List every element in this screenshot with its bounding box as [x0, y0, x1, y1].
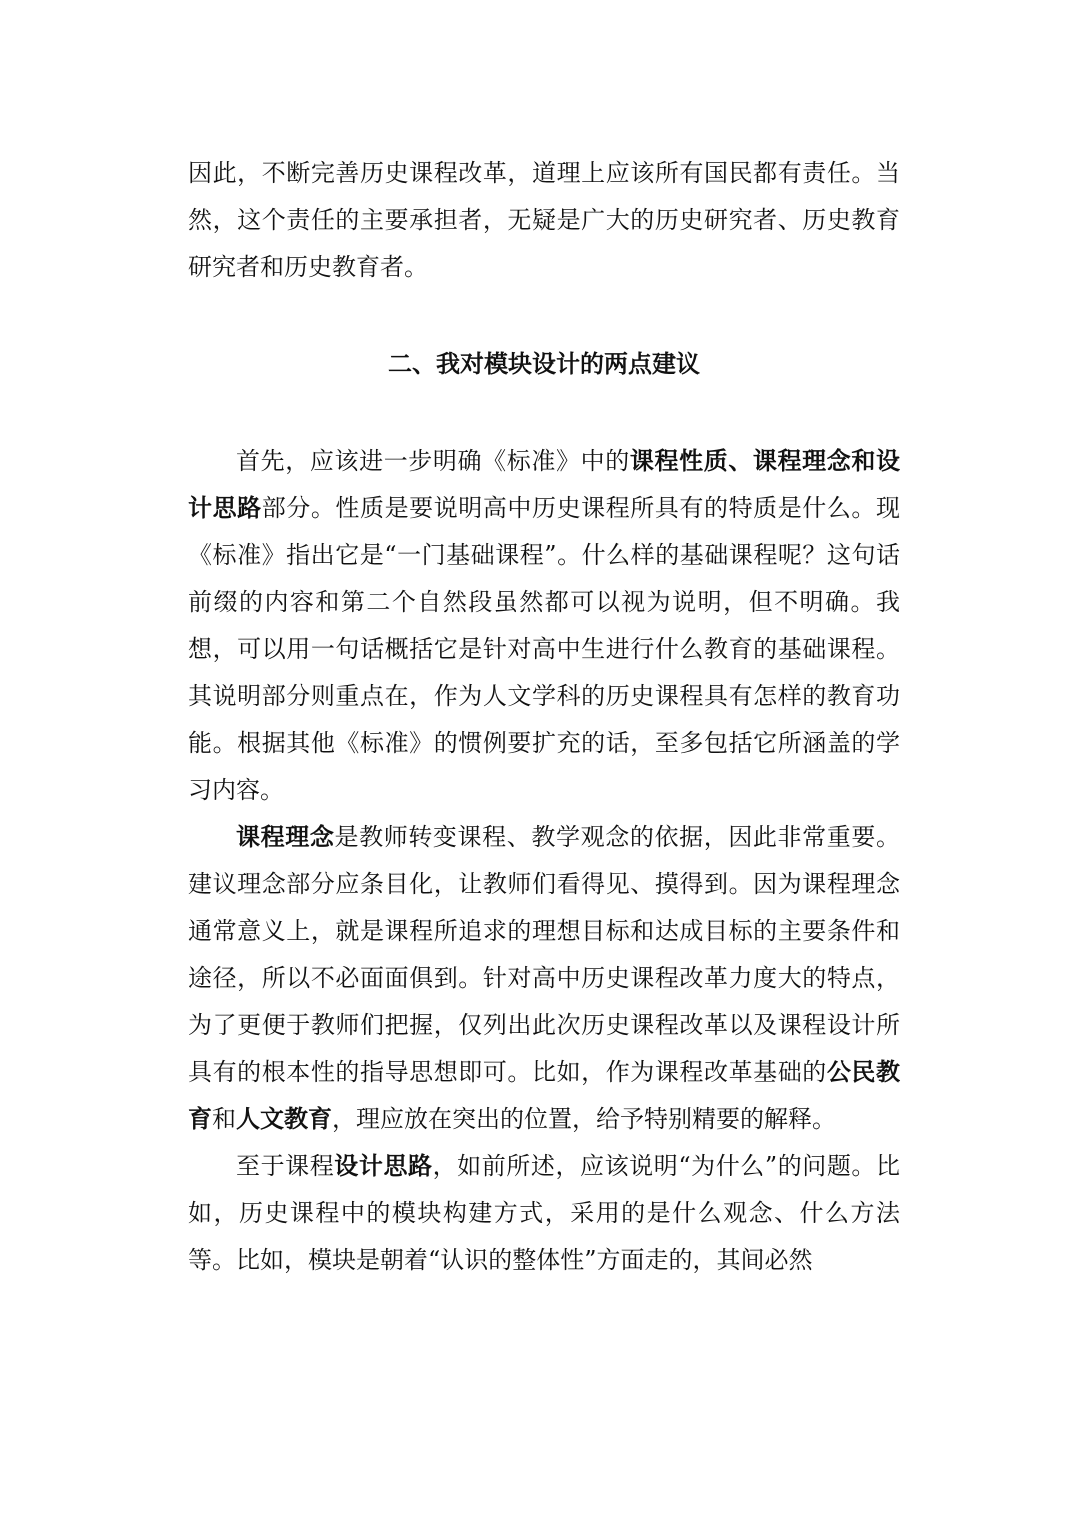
- paragraph-course-concept: [188, 814, 900, 1143]
- text-run: 部分。性质是要说明高中历史课程所具有的特质是什么。现《标准》指出它是“一门基础课程”。什么样的基础课程呢？这句话前缀的内容和第二个自然段虽然都可以视为说明，但不明确。我想，可以用一句话概括它是针对高中生进行什么教育的基础课程。其说明部分则重点在，作为人文学科的历史课程具有怎样的教育功能。根据其他《标准》的惯例要扩充的话，至多包括它所涵盖的学习内容。: [188, 494, 901, 804]
- paragraph-design-approach: [188, 1143, 900, 1284]
- bold-text: 人文教育: [236, 1105, 332, 1133]
- bold-text: 设计思路: [334, 1152, 433, 1180]
- paragraph-intro-text: 因此，不断完善历史课程改革，道理上应该所有国民都有责任。当然，这个责任的主要承担者，无疑是广大的历史研究者、历史教育研究者和历史教育者。: [188, 159, 900, 281]
- bold-text: 公民教育: [188, 1058, 901, 1133]
- spacer: [188, 388, 900, 438]
- text-run: 和: [212, 1105, 236, 1133]
- text-run: ，如前所述，应该说明“为什么”的问题。比如，历史课程中的模块构建方式，采用的是什么观念、什么方法等。比如，模块是朝着“认识的整体性”方面走的，其间必然: [188, 1152, 901, 1274]
- text-run: ，理应放在突出的位置，给予特别精要的解释。: [332, 1105, 836, 1133]
- section-heading: 二、我对模块设计的两点建议: [388, 350, 700, 378]
- document-page: [188, 150, 900, 1284]
- bold-text: 课程理念: [236, 823, 335, 851]
- text-run: 是教师转变课程、教学观念的依据，因此非常重要。建议理念部分应条目化，让教师们看得见、摸得到。因为课程理念通常意义上，就是课程所追求的理想目标和达成目标的主要条件和途径，所以不必面面俱到。针对高中历史课程改革力度大的特点，为了更便于教师们把握，仅列出此次历史课程改革以及课程设计所具有的根本性的指导思想即可。比如，作为课程改革基础的: [188, 823, 901, 1086]
- spacer: [188, 291, 900, 341]
- bold-text: 课程性质、课程理念和设计思路: [188, 447, 901, 522]
- paragraph-intro: [188, 150, 900, 291]
- text-run: 至于课程: [236, 1152, 335, 1180]
- text-run: 首先，应该进一步明确《标准》中的: [236, 447, 630, 475]
- paragraph-course-nature: [188, 438, 900, 814]
